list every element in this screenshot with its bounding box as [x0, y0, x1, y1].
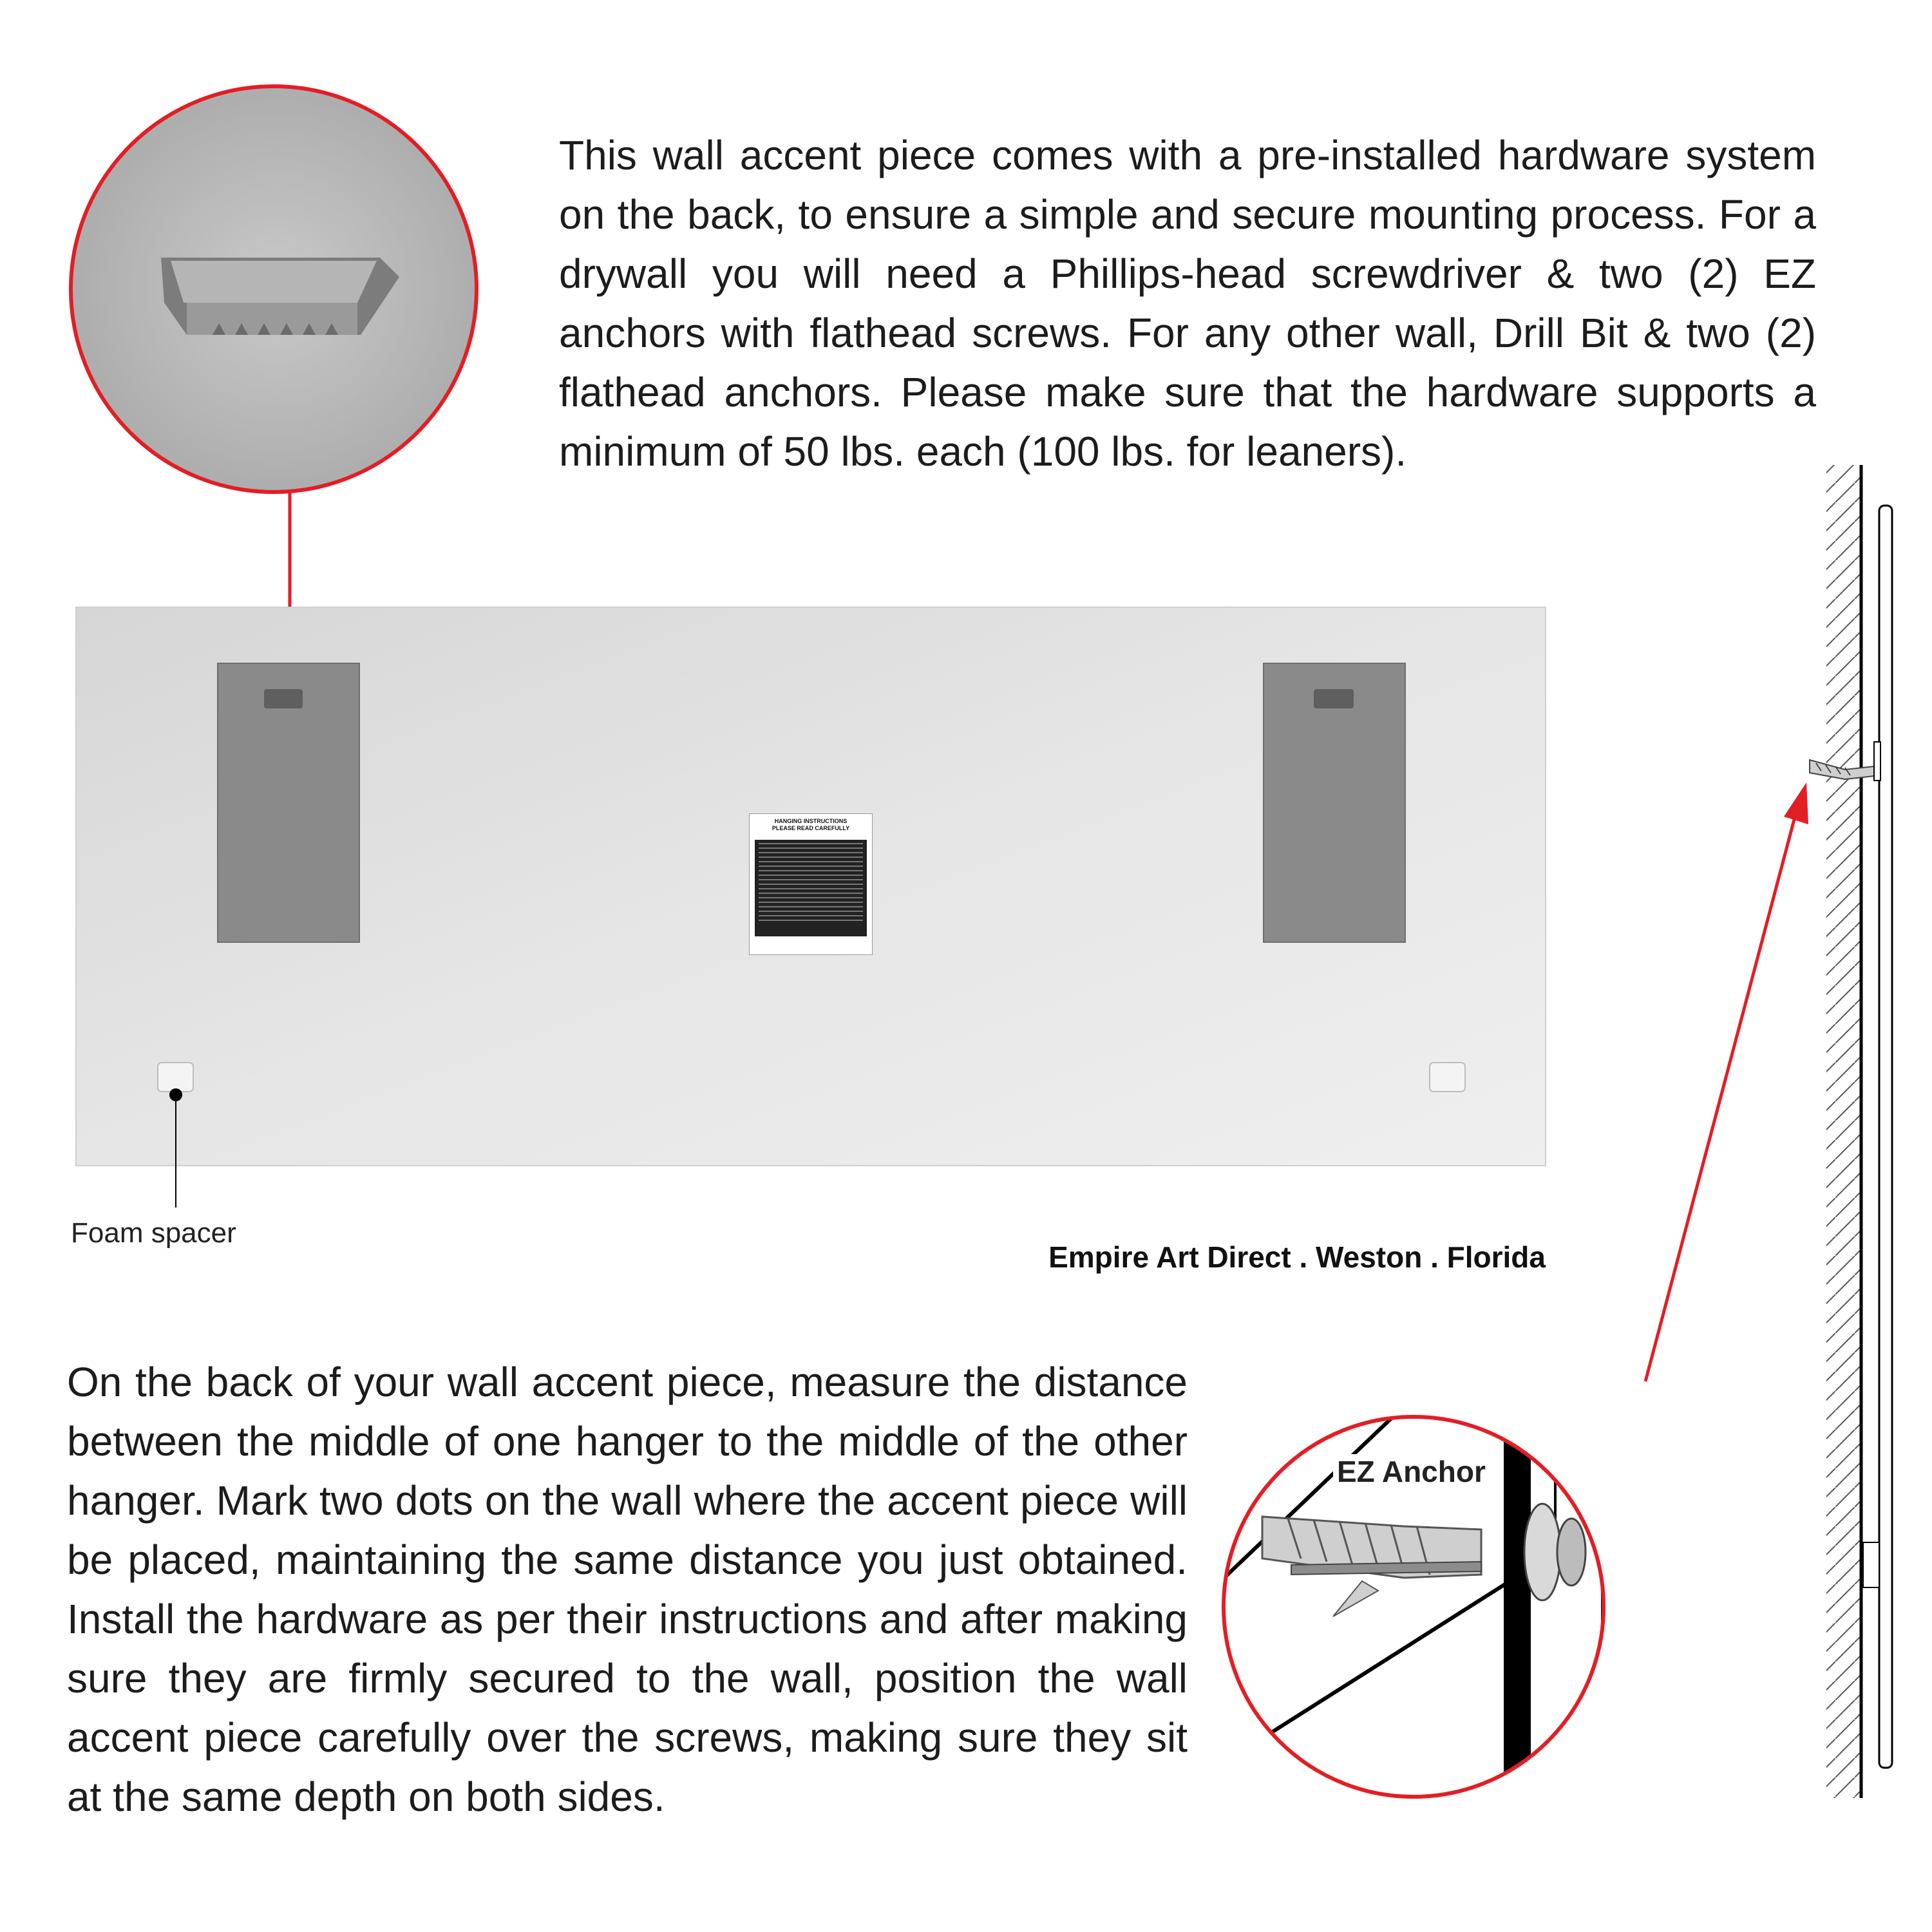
foam-spacer-label: Foam spacer [71, 1217, 236, 1249]
side-view-wall [1810, 465, 1892, 1798]
left-sawtooth-hanger [264, 689, 303, 708]
hanging-card-subtitle: PLEASE READ CAREFULLY [772, 825, 850, 831]
intro-paragraph: This wall accent piece comes with a pre-installed hardware system on the back, to ensure a simple and secure mounting process. For a drywall you will need a Phillips-head screwdriver & two (2) EZ anchors with flathead screws. For any other wall, Drill Bit & two (2) flathead anchors. Please make sure that the hardware supports a minimum of 50 lbs. each (100 lbs. for leaners). [559, 132, 1816, 475]
hanging-card-body [755, 840, 867, 936]
side-view-accent-piece [1879, 506, 1892, 1768]
hanging-instructions-card [749, 813, 873, 955]
right-foam-spacer [1430, 1063, 1465, 1092]
callout-arrow-anchor [1645, 782, 1808, 1381]
hanger-zoom-callout [64, 77, 489, 502]
hanging-card-title: HANGING INSTRUCTIONS [774, 818, 848, 824]
ez-anchor-label: EZ Anchor [1333, 1454, 1490, 1489]
ez-anchor-zoom-callout [1211, 1320, 1684, 1829]
installation-instructions-paragraph: On the back of your wall accent piece, measure the distance between the middle of one hanger to the middle of the other hanger. Mark two dots on the wall where the accent piece will be placed, maintaining the same distance you just obtained. Install the hardware as per their instructions and after making sure they are firmly secured to the wall, position the wall accent piece carefully over the screws, making sure they sit at the same depth on both sides. [67, 1359, 1188, 1820]
right-sawtooth-hanger [1314, 689, 1354, 708]
company-credit: Empire Art Direct . Weston . Florida [1048, 1240, 1546, 1274]
left-foam-spacer [158, 1063, 193, 1092]
